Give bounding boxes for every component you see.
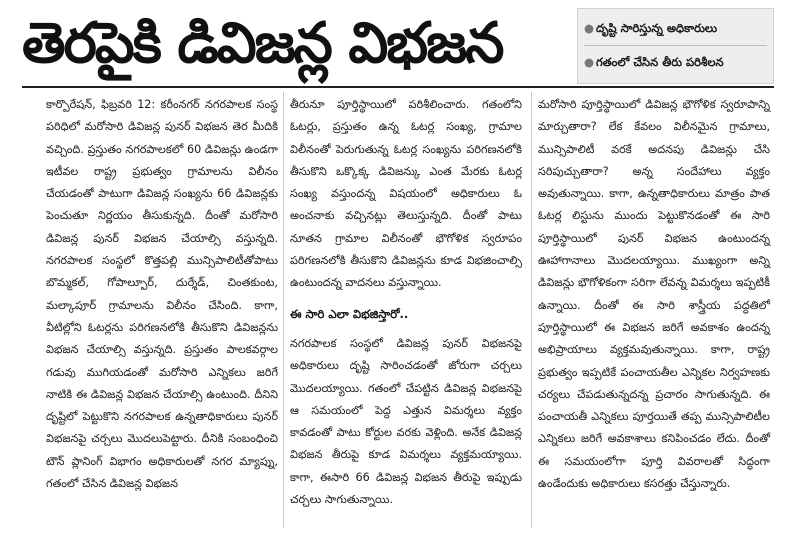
article-column-1 xyxy=(46,94,278,495)
sidebar-item-label: గతంలో చేసిన తీరు పరిశీలన xyxy=(596,55,724,69)
sidebar-box xyxy=(577,8,774,84)
paragraph: తీరునూ పూర్తిస్థాయిలో పరిశీలించారు. గతంలోని ఓటర్లు, ప్రస్తుతం ఉన్న ఓటర్ల సంఖ్య, గ్రామాల విలీనంతో పెరుగుతున్న ఓటర్ల సంఖ్యను పరిగణనలోకి తీసుకొని ఒక్కొక్క డివిజన్కు ఎంత మేరకు ఓటర్ల సంఖ్య వస్తుందన్న విషయంలో అధికారులు ఓ అంచనాకు వచ్చినట్లు తెలుస్తున్నది. దీంతో పాటు నూతన గ్రామాల విలీనంతో భౌగోళిక స్వరూపం పరిగణనలోకి తీసుకొని డివిజన్లను కూడ విభజించాల్సి ఉంటుందన్న వాదనలు వస్తున్నాయి. xyxy=(290,98,522,290)
article-column-3 xyxy=(538,94,770,495)
bullet-icon: ● xyxy=(584,55,595,69)
bullet-icon: ● xyxy=(584,21,595,35)
paragraph: నగరపాలక సంస్థలో డివిజన్ల పునర్ విభజనపై అధికారులు దృష్టి సారించడంతో జోరుగా చర్చలు మొదలయ్యాయి. గతంలో చేపట్టిన డివిజన్ల విభజనపై ఆ సమయంలో పెద్ద ఎత్తున విమర్శలు వ్యక్తం కావడంతో పాటు కోర్టుల వరకు వెళ్లింది. అనేక డివిజన్ల విభజన తీరుపై కూడ విమర్శలు వ్యక్తమయ్యాయి. కాగా, ఈసారి 66 డివిజన్ల విభజన తీరుపై ఇప్పుడు చర్చలు సాగుతున్నాయి. xyxy=(290,336,522,507)
paragraph: కార్పొరేషన్, ఫిబ్రవరి 12: కరీంనగర్ నగరపాలక సంస్థ పరిధిలో మరోసారి డివిజన్ల పునర్ విభజన తెర మీదికి వచ్చింది. ప్రస్తుతం నగరపాలకలో 60 డివిజన్లు ఉండగా ఇటీవల రాష్ట్ర ప్రభుత్వం గ్రామాలను విలీనం చేయడంతో పాటుగా డివిజన్ల సంఖ్యను 66 డివిజన్లకు పెంచుతూ నిర్ణయం తీసుకున్నది. దీంతో మరోసారి డివిజన్ల పునర్ విభజన చేయాల్సి వస్తున్నది. నగరపాలక సంస్థలో కొత్తపల్లి మున్సిపాలిటీతోపాటు బొమ్మకల్, గోపాల్పూర్, దుర్శేడ్, చింతకుంట, మల్కాపూర్ గ్రామాలను విలీనం చేసింది. కాగా, వీటిల్లోని ఓటర్లను పరిగణనలోకి తీసుకొని డివిజన్లను విభజన చేయాల్సి వస్తున్నది. ప్రస్తుతం పాలకవర్గాల గడువు ముగియడంతో మరోసారి ఎన్నికలు జరిగే నాటికి ఈ డివిజన్ల విభజన చేయాల్సి ఉంటుంది. దీనిని దృష్టిలో పెట్టుకొని నగరపాలక ఉన్నతాధికారులు పునర్ విభజనపై చర్చలు మొదలుపెట్టారు. దీనికి సంబంధించి టౌన్ ప్లానింగ్ విభాగం అధికారులతో నగర మ్యాప్ను, గతంలో చేసిన డివిజన్ల విభజన xyxy=(46,98,278,491)
article-column-2 xyxy=(290,94,522,511)
paragraph: మరోసారి పూర్తిస్థాయిలో డివిజన్ల భౌగోళిక స్వరూపాన్ని మార్చుతారా? లేక కేవలం విలీనమైన గ్రామాలు, మున్సిపాలిటీ వరకే అదనపు డివిజన్లు చేసి సరిపుచ్చుతారా? అన్న సందేహాలు వ్యక్తం అవుతున్నాయి. కాగా, ఉన్నతాధికారులు మాత్రం పాత ఓటర్ల లిస్టును ముందు పెట్టుకొనడంతో ఈ సారి పూర్తిస్థాయిలో పునర్ విభజన ఉంటుందన్న ఊహాగానాలు మొదలయ్యాయి. ముఖ్యంగా అన్ని డివిజన్లు భౌగోళికంగా సరిగా లేవన్న విమర్శలు ఇప్పటికీ ఉన్నాయి. దీంతో ఈ సారి శాస్త్రీయ పద్ధతిలో పూర్తిస్థాయిలో ఈ విభజన జరిగే అవకాశం ఉందన్న అభిప్రాయాలు వ్యక్తమవుతున్నాయి. కాగా, రాష్ట్ర ప్రభుత్వం ఇప్పటికే పంచాయతీల ఎన్నికల నిర్వహణకు చర్యలు చేపడుతున్నదన్న ప్రచారం సాగుతున్నది. ఈ పంచాయతీ ఎన్నికలు పూర్తయితే తప్ప మున్సిపాలిటీల ఎన్నికలు జరిగే అవకాశాలు కనిపించడం లేదు. దీంతో ఈ సమయంలోగా పూర్తి వివరాలతో సిద్ధంగా ఉండేందుకు అధికారులు కసరత్తు చేస్తున్నారు. xyxy=(538,98,770,491)
sidebar-divider xyxy=(584,45,767,46)
headline: తెరపైకి డివిజన్ల విభజన xyxy=(22,11,503,76)
sidebar-item xyxy=(584,13,770,43)
sidebar-item xyxy=(584,47,770,77)
column-divider xyxy=(283,92,284,528)
column-divider xyxy=(531,92,532,528)
subheading: ఈ సారి ఎలా విభజిస్తారో.. xyxy=(290,306,409,321)
header-rule xyxy=(22,86,774,88)
sidebar-item-label: దృష్టి సారిస్తున్న అధికారులు xyxy=(596,21,718,35)
